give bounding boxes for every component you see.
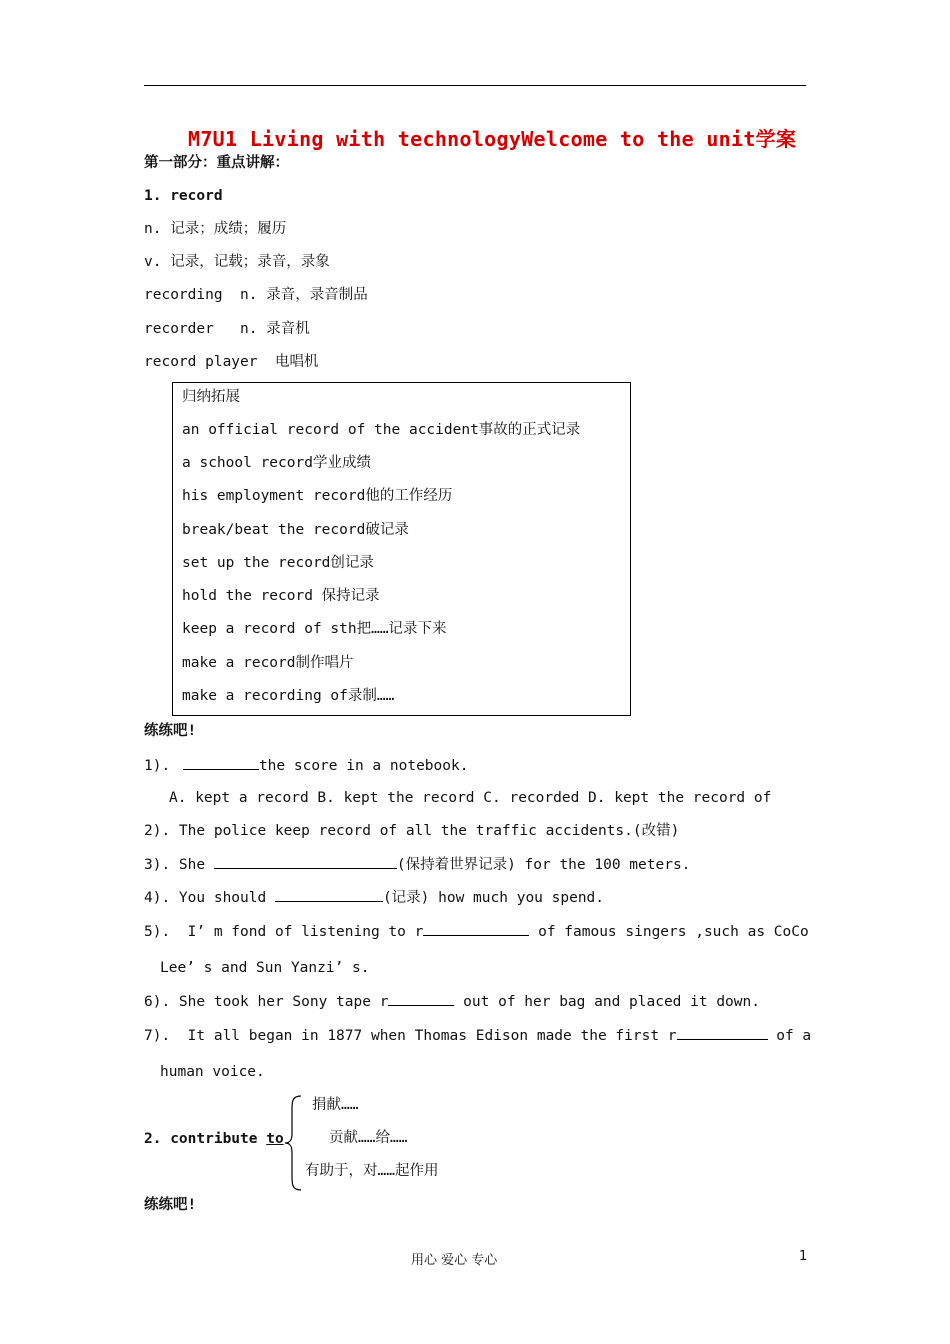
header-rule	[144, 85, 806, 86]
exercise-text: 4). You should	[144, 890, 267, 906]
answer-blank[interactable]	[183, 755, 259, 770]
box-item: hold the record 保持记录	[182, 588, 380, 604]
exercise-text: 6). She took her Sony tape r	[144, 994, 389, 1010]
exercise-6	[144, 991, 760, 1012]
definition-line: record player 电唱机	[144, 354, 319, 370]
exercise-3	[144, 854, 690, 875]
part-heading: 第一部分：重点讲解：	[144, 155, 289, 171]
page-number: 1	[799, 1249, 808, 1264]
exercise-5	[144, 921, 809, 942]
meaning-item: 有助于，对……起作用	[305, 1163, 439, 1179]
definition-line: v. 记录，记载；录音，录象	[144, 254, 330, 270]
exercise-7-cont: human voice.	[160, 1064, 265, 1080]
box-item: make a recording of录制……	[182, 688, 395, 704]
box-item: his employment record他的工作经历	[182, 488, 453, 504]
answer-blank[interactable]	[275, 887, 383, 902]
word2-preposition: to	[266, 1131, 284, 1147]
curly-brace-icon	[283, 1094, 305, 1192]
exercise-text: (记录) how much you spend.	[382, 890, 605, 906]
practice-heading: 练练吧!	[144, 723, 197, 739]
box-item: an official record of the accident事故的正式记录	[182, 422, 581, 438]
definition-line: recorder n. 录音机	[144, 321, 310, 337]
summary-box	[172, 382, 631, 716]
word2-heading-text: 2. contribute	[144, 1131, 267, 1147]
definition-line: recording n. 录音，录音制品	[144, 287, 368, 303]
exercise-4	[144, 887, 604, 908]
box-item: break/beat the record破记录	[182, 522, 409, 538]
box-item: make a record制作唱片	[182, 655, 354, 671]
exercise-text: 3). She	[144, 857, 206, 873]
footer-motto: 用心 爱心 专心	[411, 1253, 498, 1268]
answer-blank[interactable]	[423, 921, 529, 936]
answer-blank[interactable]	[677, 1025, 768, 1040]
word2-heading	[144, 1129, 284, 1149]
exercise-number: 1).	[144, 758, 171, 774]
exercise-text: of famous singers ,such as CoCo	[529, 924, 809, 940]
exercise-text: (保持着世界记录) for the 100 meters.	[396, 857, 691, 873]
exercise-2: 2). The police keep record of all the traffic accidents.(改错)	[144, 823, 680, 839]
exercise-text: of a	[767, 1028, 812, 1044]
answer-blank[interactable]	[214, 854, 397, 869]
exercise-5-cont: Lee’ s and Sun Yanzi’ s.	[160, 960, 370, 976]
meaning-item: 捐献……	[312, 1097, 359, 1113]
page-title: M7U1 Living with technologyWelcome to the unit学案	[188, 127, 797, 151]
exercise-text: out of her bag and placed it down.	[454, 994, 760, 1010]
definition-line: n. 记录；成绩；履历	[144, 221, 287, 237]
answer-blank[interactable]	[388, 991, 454, 1006]
exercise-7	[144, 1025, 811, 1046]
box-item: set up the record创记录	[182, 555, 374, 571]
exercise-text: 5). I’ m fond of listening to r	[144, 924, 424, 940]
exercise-1-options: A. kept a record B. kept the record C. recorded D. kept the record of	[169, 790, 772, 806]
exercise-text: 7). It all began in 1877 when Thomas Edison made the first r	[144, 1028, 677, 1044]
box-item: keep a record of sth把……记录下来	[182, 621, 447, 637]
word1-heading: 1. record	[144, 188, 223, 204]
meaning-item: 贡献……给……	[329, 1130, 408, 1146]
box-item: a school record学业成绩	[182, 455, 371, 471]
box-heading: 归纳拓展	[182, 389, 240, 405]
exercise-text: the score in a notebook.	[258, 758, 469, 774]
practice-heading-2: 练练吧!	[144, 1197, 197, 1213]
exercise-1	[144, 755, 468, 776]
